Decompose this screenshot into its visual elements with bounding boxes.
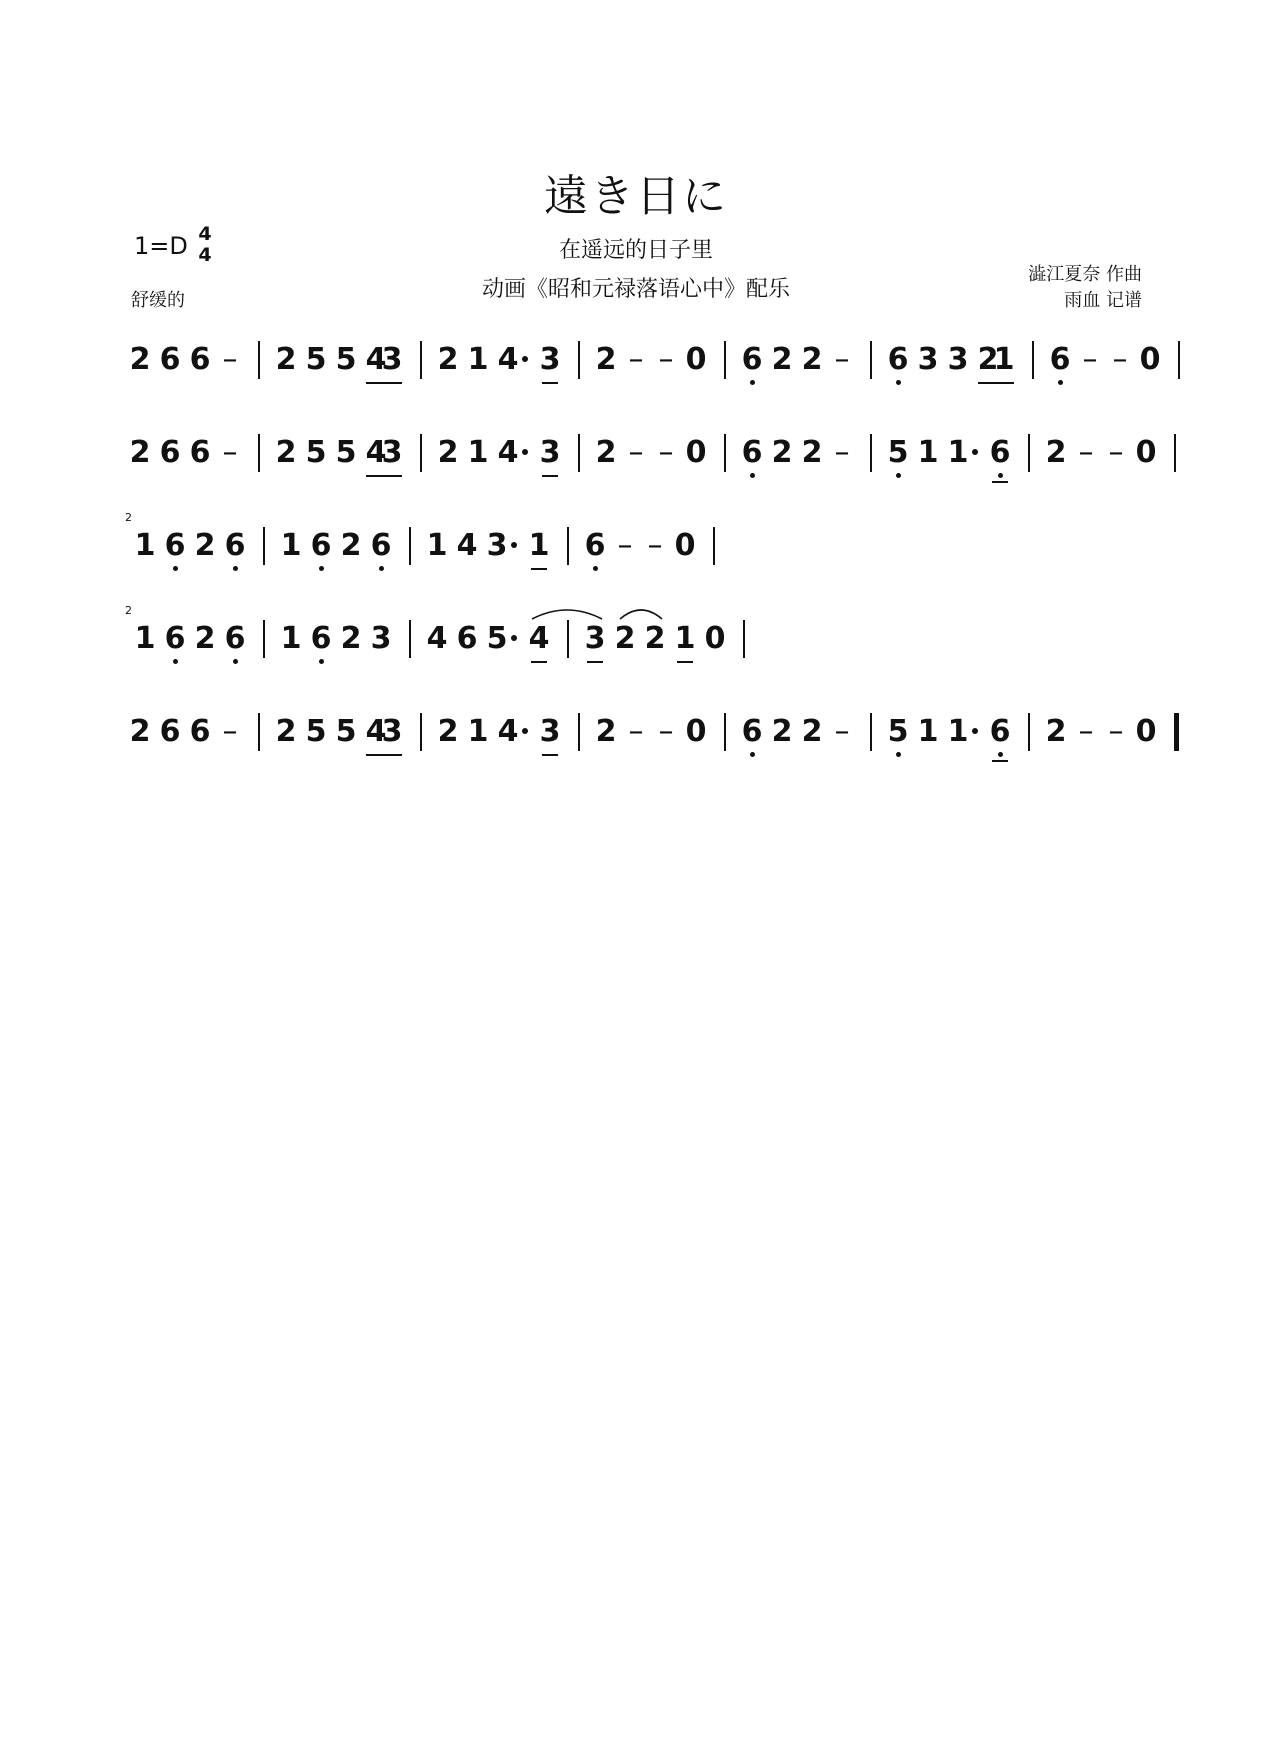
barline bbox=[724, 341, 726, 379]
note: 1 bbox=[947, 714, 969, 749]
note: 3 bbox=[947, 342, 969, 377]
note: 5 bbox=[305, 342, 327, 377]
note: 1 bbox=[674, 621, 696, 656]
barline bbox=[258, 713, 260, 751]
augmentation-dot bbox=[522, 356, 528, 362]
extension-dash: – bbox=[222, 435, 238, 470]
note: 1 bbox=[917, 435, 939, 470]
low-octave-dot bbox=[173, 659, 178, 664]
note: 4 bbox=[497, 714, 519, 749]
low-octave-dot bbox=[896, 752, 901, 757]
beam-underline bbox=[978, 382, 1014, 384]
extension-dash: – bbox=[1082, 342, 1098, 377]
eighth-underline bbox=[677, 661, 693, 663]
key-signature: 1=D bbox=[134, 232, 188, 260]
extension-dash: – bbox=[222, 342, 238, 377]
note: 3 bbox=[486, 528, 508, 563]
note: 6 bbox=[163, 526, 187, 566]
note: 6 bbox=[988, 712, 1012, 752]
note: 2 bbox=[129, 435, 151, 470]
note: 6 bbox=[886, 340, 910, 380]
low-octave-dot bbox=[233, 566, 238, 571]
barline bbox=[420, 713, 422, 751]
eighth-underline bbox=[531, 568, 547, 570]
song-source: 动画《昭和元禄落语心中》配乐 bbox=[481, 277, 790, 302]
extension-dash: – bbox=[834, 714, 850, 749]
low-octave-dot bbox=[1058, 380, 1063, 385]
note: 2 bbox=[129, 342, 151, 377]
song-subtitle: 在遥远的日子里 bbox=[558, 238, 713, 263]
barline bbox=[578, 713, 580, 751]
note: 2 bbox=[275, 435, 297, 470]
barline bbox=[1032, 341, 1034, 379]
note: 3 bbox=[381, 342, 403, 377]
note: 6 bbox=[223, 619, 247, 659]
note: 5 bbox=[886, 712, 910, 752]
eighth-underline bbox=[992, 481, 1008, 483]
extension-dash: – bbox=[628, 342, 644, 377]
note: 4 bbox=[497, 342, 519, 377]
note: 3 bbox=[370, 621, 392, 656]
augmentation-dot bbox=[511, 542, 517, 548]
note: 2 bbox=[644, 621, 666, 656]
note: 2 bbox=[771, 342, 793, 377]
note: 4 bbox=[365, 435, 387, 470]
note: 1 bbox=[280, 621, 302, 656]
note: 2 bbox=[1045, 714, 1067, 749]
eighth-underline bbox=[542, 475, 558, 477]
low-octave-dot bbox=[998, 473, 1003, 478]
low-octave-dot bbox=[750, 752, 755, 757]
note: 3 bbox=[539, 342, 561, 377]
note: 5 bbox=[486, 621, 508, 656]
barline bbox=[870, 341, 872, 379]
slur bbox=[619, 605, 663, 621]
grace-mark-label: 2 bbox=[125, 511, 132, 524]
barline bbox=[420, 434, 422, 472]
note: 1 bbox=[134, 621, 156, 656]
note: 2 bbox=[275, 714, 297, 749]
note: 0 bbox=[685, 714, 707, 749]
note: 0 bbox=[685, 435, 707, 470]
note: 3 bbox=[381, 435, 403, 470]
note: 2 bbox=[977, 342, 999, 377]
note: 1 bbox=[993, 342, 1015, 377]
extension-dash: – bbox=[647, 528, 663, 563]
note: 2 bbox=[437, 435, 459, 470]
note: 2 bbox=[614, 621, 636, 656]
note: 5 bbox=[335, 714, 357, 749]
note: 1 bbox=[528, 528, 550, 563]
note: 6 bbox=[163, 619, 187, 659]
note: 2 bbox=[437, 714, 459, 749]
note: 5 bbox=[886, 433, 910, 473]
barline bbox=[724, 713, 726, 751]
barline bbox=[1178, 341, 1180, 379]
note: 1 bbox=[134, 528, 156, 563]
note: 6 bbox=[988, 433, 1012, 473]
barline bbox=[258, 434, 260, 472]
notation-line bbox=[0, 604, 1272, 679]
note: 6 bbox=[369, 526, 393, 566]
note: 2 bbox=[129, 714, 151, 749]
note: 1 bbox=[426, 528, 448, 563]
beam-underline bbox=[366, 475, 402, 477]
notation-line bbox=[0, 433, 1272, 493]
time-signature bbox=[195, 224, 215, 266]
beam-underline bbox=[366, 754, 402, 756]
note: 3 bbox=[539, 435, 561, 470]
note: 2 bbox=[595, 342, 617, 377]
extension-dash: – bbox=[834, 435, 850, 470]
extension-dash: – bbox=[222, 714, 238, 749]
notation-line bbox=[0, 712, 1272, 772]
grace-mark bbox=[125, 605, 132, 617]
extension-dash: – bbox=[658, 435, 674, 470]
note: 0 bbox=[1139, 342, 1161, 377]
barline bbox=[567, 527, 569, 565]
note: 0 bbox=[704, 621, 726, 656]
barline bbox=[724, 434, 726, 472]
grace-mark bbox=[125, 512, 132, 524]
note: 6 bbox=[456, 621, 478, 656]
note: 3 bbox=[584, 621, 606, 656]
extension-dash: – bbox=[1108, 435, 1124, 470]
barline bbox=[258, 341, 260, 379]
beam-underline bbox=[366, 382, 402, 384]
augmentation-dot bbox=[511, 635, 517, 641]
final-barline bbox=[1174, 713, 1179, 751]
note: 2 bbox=[771, 714, 793, 749]
song-title: 遠き日に bbox=[544, 171, 728, 222]
barline bbox=[263, 620, 265, 658]
note: 1 bbox=[467, 714, 489, 749]
extension-dash: – bbox=[1108, 714, 1124, 749]
note: 3 bbox=[539, 714, 561, 749]
eighth-underline bbox=[542, 754, 558, 756]
note: 5 bbox=[335, 342, 357, 377]
note: 6 bbox=[223, 526, 247, 566]
note: 6 bbox=[189, 714, 211, 749]
extension-dash: – bbox=[1078, 435, 1094, 470]
low-octave-dot bbox=[750, 473, 755, 478]
note: 2 bbox=[275, 342, 297, 377]
note: 2 bbox=[194, 528, 216, 563]
note: 2 bbox=[801, 342, 823, 377]
note: 3 bbox=[381, 714, 403, 749]
tempo-marking: 舒缓的 bbox=[131, 290, 185, 311]
extension-dash: – bbox=[834, 342, 850, 377]
notation-line bbox=[0, 340, 1272, 400]
note: 4 bbox=[365, 714, 387, 749]
barline bbox=[409, 527, 411, 565]
notation-line bbox=[0, 511, 1272, 586]
extension-dash: – bbox=[617, 528, 633, 563]
low-octave-dot bbox=[319, 566, 324, 571]
note: 1 bbox=[467, 435, 489, 470]
low-octave-dot bbox=[379, 566, 384, 571]
low-octave-dot bbox=[173, 566, 178, 571]
note: 1 bbox=[917, 714, 939, 749]
extension-dash: – bbox=[1112, 342, 1128, 377]
barline bbox=[1028, 434, 1030, 472]
transcriber-credit: 雨血 记谱 bbox=[1064, 290, 1142, 311]
note: 6 bbox=[740, 340, 764, 380]
low-octave-dot bbox=[896, 473, 901, 478]
low-octave-dot bbox=[998, 752, 1003, 757]
extension-dash: – bbox=[658, 342, 674, 377]
note: 0 bbox=[674, 528, 696, 563]
eighth-underline bbox=[531, 661, 547, 663]
note: 4 bbox=[426, 621, 448, 656]
barline bbox=[409, 620, 411, 658]
note: 6 bbox=[309, 619, 333, 659]
note: 2 bbox=[801, 435, 823, 470]
time-signature-numerator: 4 bbox=[198, 223, 212, 245]
note: 2 bbox=[771, 435, 793, 470]
note: 6 bbox=[1048, 340, 1072, 380]
low-octave-dot bbox=[233, 659, 238, 664]
note: 5 bbox=[305, 714, 327, 749]
note: 6 bbox=[189, 435, 211, 470]
eighth-underline bbox=[542, 382, 558, 384]
note: 2 bbox=[801, 714, 823, 749]
eighth-underline bbox=[587, 661, 603, 663]
note: 6 bbox=[159, 435, 181, 470]
extension-dash: – bbox=[628, 435, 644, 470]
note: 1 bbox=[947, 435, 969, 470]
barline bbox=[420, 341, 422, 379]
barline bbox=[1028, 713, 1030, 751]
note: 2 bbox=[595, 714, 617, 749]
note: 6 bbox=[583, 526, 607, 566]
low-octave-dot bbox=[750, 380, 755, 385]
note: 5 bbox=[335, 435, 357, 470]
barline bbox=[870, 434, 872, 472]
augmentation-dot bbox=[972, 449, 978, 455]
note: 0 bbox=[685, 342, 707, 377]
barline bbox=[713, 527, 715, 565]
note: 3 bbox=[917, 342, 939, 377]
barline bbox=[578, 434, 580, 472]
note: 1 bbox=[280, 528, 302, 563]
augmentation-dot bbox=[522, 449, 528, 455]
eighth-underline bbox=[992, 760, 1008, 762]
augmentation-dot bbox=[522, 728, 528, 734]
note: 2 bbox=[437, 342, 459, 377]
note: 4 bbox=[528, 621, 550, 656]
note: 6 bbox=[309, 526, 333, 566]
note: 4 bbox=[365, 342, 387, 377]
note: 2 bbox=[340, 621, 362, 656]
note: 5 bbox=[305, 435, 327, 470]
note: 6 bbox=[740, 712, 764, 752]
note: 0 bbox=[1135, 435, 1157, 470]
note: 2 bbox=[194, 621, 216, 656]
barline bbox=[1174, 434, 1176, 472]
barline bbox=[870, 713, 872, 751]
low-octave-dot bbox=[319, 659, 324, 664]
note: 0 bbox=[1135, 714, 1157, 749]
barline bbox=[743, 620, 745, 658]
note: 2 bbox=[595, 435, 617, 470]
note: 6 bbox=[189, 342, 211, 377]
grace-mark-label: 2 bbox=[125, 604, 132, 617]
slur bbox=[531, 605, 603, 621]
barline bbox=[567, 620, 569, 658]
note: 2 bbox=[1045, 435, 1067, 470]
composer-credit: 澁江夏奈 作曲 bbox=[1028, 264, 1142, 285]
note: 2 bbox=[340, 528, 362, 563]
low-octave-dot bbox=[593, 566, 598, 571]
barline bbox=[263, 527, 265, 565]
barline bbox=[578, 341, 580, 379]
note: 4 bbox=[456, 528, 478, 563]
extension-dash: – bbox=[628, 714, 644, 749]
credits bbox=[1028, 262, 1142, 314]
low-octave-dot bbox=[896, 380, 901, 385]
note: 6 bbox=[159, 714, 181, 749]
time-signature-denominator: 4 bbox=[198, 244, 212, 266]
extension-dash: – bbox=[1078, 714, 1094, 749]
note: 6 bbox=[740, 433, 764, 473]
note: 6 bbox=[159, 342, 181, 377]
extension-dash: – bbox=[658, 714, 674, 749]
note: 4 bbox=[497, 435, 519, 470]
note: 1 bbox=[467, 342, 489, 377]
augmentation-dot bbox=[972, 728, 978, 734]
